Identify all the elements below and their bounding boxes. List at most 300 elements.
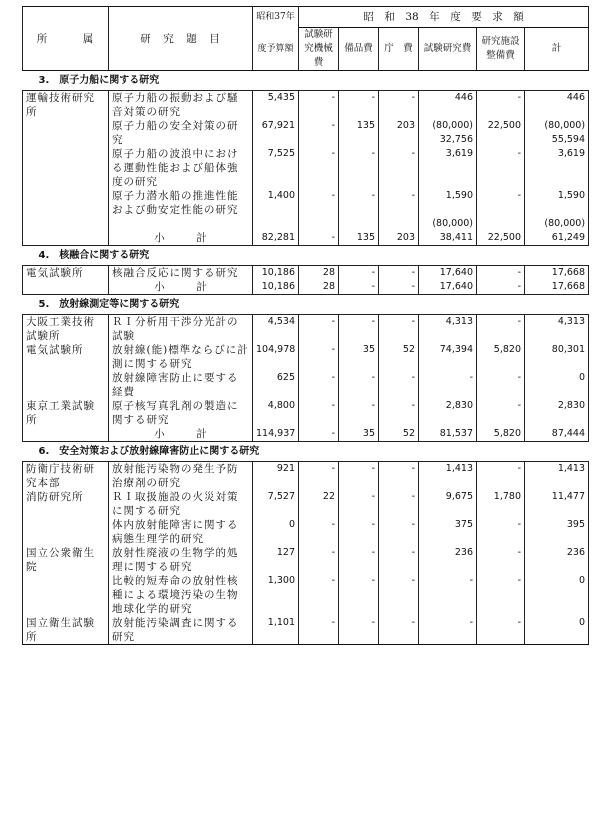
section-title: 4. 核融合に関する研究 [23, 246, 589, 266]
table-row [23, 189, 589, 217]
total-cell-value: 4,313 [557, 316, 586, 327]
subtotal-equipment-value: - [331, 232, 335, 243]
facility-maint-cell [477, 574, 525, 616]
prev-year-cell [253, 189, 299, 217]
subtotal-research-paren: (80,000) [432, 218, 473, 229]
facility-cell [379, 546, 419, 574]
facility-cell-value: - [411, 190, 415, 201]
facility-maint-cell-value: 1,780 [493, 491, 521, 502]
research-cell-value: - [469, 575, 473, 586]
facility-maint-cell-value: - [517, 267, 521, 278]
facility-maint-cell [477, 147, 525, 189]
facility-maint-cell [477, 518, 525, 546]
research-cell [419, 462, 477, 491]
table-row [23, 616, 589, 645]
research-cell [419, 119, 477, 147]
facility-cell-value: - [411, 575, 415, 586]
equipment-cell-value: - [331, 463, 335, 474]
equipment-cell-value: - [331, 372, 335, 383]
institution-cell: 消防研究所 [23, 490, 109, 518]
equipment-cell [299, 546, 339, 574]
supplies-cell [339, 343, 379, 371]
topic-cell: 放射能汚染調査に関する研究 [109, 616, 253, 645]
subtotal-research [419, 280, 477, 295]
header-row-top [23, 7, 589, 28]
equipment-cell-value: - [331, 120, 335, 131]
institution-cell [23, 371, 109, 399]
subtotal-facility [379, 427, 419, 442]
facility-cell [379, 574, 419, 616]
prev-year-cell [253, 266, 299, 281]
equipment-cell-value: - [331, 400, 335, 411]
topic-cell: 原子力船の振動および騒音対策の研究 [109, 91, 253, 120]
subtotal-total-value: 61,249 [551, 232, 586, 243]
facility-cell-value: - [411, 547, 415, 558]
equipment-cell [299, 147, 339, 189]
budget-table [22, 6, 589, 645]
equipment-cell [299, 315, 339, 344]
facility-cell-value: 52 [402, 344, 415, 355]
supplies-cell-value: - [371, 547, 375, 558]
institution-cell: 電気試験所 [23, 343, 109, 371]
subtotal-label: 小 計 [109, 217, 253, 246]
topic-cell: 体内放射能障害に関する病態生理学的研究 [109, 518, 253, 546]
research-cell-value: 2,830 [445, 400, 473, 411]
subtotal-blank [23, 280, 109, 295]
facility-cell-value: - [411, 400, 415, 411]
section-title: 3. 原子力船に関する研究 [23, 71, 589, 91]
facility-maint-cell [477, 546, 525, 574]
supplies-cell [339, 315, 379, 344]
research-cell-value: 446 [454, 92, 473, 103]
total-cell [525, 266, 589, 281]
total-cell [525, 371, 589, 399]
header-equipment-label: 試験研究機械 [304, 29, 333, 54]
equipment-cell-value: - [331, 92, 335, 103]
total-cell [525, 343, 589, 371]
facility-cell [379, 189, 419, 217]
supplies-cell [339, 518, 379, 546]
supplies-cell-value: 35 [362, 344, 375, 355]
research-cell-value: 17,640 [439, 267, 473, 278]
header-request-group: 昭 和 38 年 度 要 求 額 [299, 7, 589, 28]
total-cell [525, 546, 589, 574]
prev-year-cell-value: 104,978 [256, 344, 296, 355]
facility-cell [379, 616, 419, 645]
facility-maint-cell-value: - [517, 400, 521, 411]
topic-cell: ＲＩ取扱施設の火災対策に関する研究 [109, 490, 253, 518]
table-row [23, 343, 589, 371]
prev-year-cell [253, 119, 299, 147]
research-cell [419, 189, 477, 217]
equipment-cell-value: - [331, 316, 335, 327]
facility-maint-cell [477, 616, 525, 645]
subtotal-supplies-value: 135 [356, 232, 375, 243]
research-cell [419, 490, 477, 518]
table-row [23, 546, 589, 574]
total-cell [525, 490, 589, 518]
prev-year-cell [253, 616, 299, 645]
institution-cell: 防衛庁技術研究本部 [23, 462, 109, 491]
total-cell-value: 0 [578, 617, 586, 628]
supplies-cell-value: 135 [356, 120, 375, 131]
equipment-cell-value: - [331, 519, 335, 530]
topic-cell: 原子核写真乳剤の製造に関する研究 [109, 399, 253, 427]
research-cell-value: - [469, 372, 473, 383]
equipment-cell-value: - [331, 344, 335, 355]
total-cell-value: 236 [566, 547, 586, 558]
header-supplies: 備品費 [339, 28, 379, 71]
total-cell-value: 2,830 [557, 400, 586, 411]
equipment-cell [299, 399, 339, 427]
facility-cell-value: - [411, 617, 415, 628]
research-cell [419, 91, 477, 120]
research-cell [419, 518, 477, 546]
prev-year-cell-value: 1,300 [267, 575, 295, 586]
research-cell [419, 371, 477, 399]
total-cell-value: 0 [578, 575, 586, 586]
subtotal-total-paren: (80,000) [544, 218, 586, 229]
equipment-cell-value: - [331, 575, 335, 586]
topic-cell: 核融合反応に関する研究 [109, 266, 253, 281]
facility-maint-cell [477, 462, 525, 491]
total-cell-value: 446 [566, 92, 586, 103]
institution-cell: 電気試験所 [23, 266, 109, 281]
header-facility: 庁 費 [379, 28, 419, 71]
subtotal-facility-maint [477, 217, 525, 246]
subtotal-total [525, 280, 589, 295]
subtotal-blank [23, 427, 109, 442]
header-institution: 所 属 [23, 7, 109, 71]
equipment-cell-value: 22 [322, 491, 335, 502]
research-cell [419, 266, 477, 281]
facility-maint-cell [477, 490, 525, 518]
facility-maint-cell [477, 371, 525, 399]
institution-cell: 大阪工業技術試験所 [23, 315, 109, 344]
supplies-cell [339, 462, 379, 491]
facility-cell [379, 371, 419, 399]
subtotal-prev-year [253, 217, 299, 246]
subtotal-facility-maint-value: 22,500 [487, 232, 521, 243]
equipment-cell [299, 574, 339, 616]
facility-maint-cell-value: - [517, 617, 521, 628]
research-cell-value: - [469, 617, 473, 628]
equipment-cell [299, 490, 339, 518]
facility-maint-cell-value: - [517, 547, 521, 558]
supplies-cell [339, 119, 379, 147]
research-cell [419, 574, 477, 616]
subtotal-research-value: 38,411 [439, 232, 473, 243]
prev-year-cell-value: 625 [276, 372, 295, 383]
section-title: 5. 放射線測定等に関する研究 [23, 295, 589, 315]
supplies-cell-value: - [371, 316, 375, 327]
topic-cell: ＲＩ分析用干渉分光計の試験 [109, 315, 253, 344]
research-cell-value: 236 [454, 547, 473, 558]
total-cell-paren: (80,000) [544, 120, 586, 131]
total-cell-value: 17,668 [551, 267, 586, 278]
institution-cell: 国立衛生試験所 [23, 616, 109, 645]
supplies-cell-value: - [371, 148, 375, 159]
section-header [23, 246, 589, 266]
supplies-cell-value: - [371, 617, 375, 628]
section-header [23, 295, 589, 315]
supplies-cell [339, 399, 379, 427]
facility-cell [379, 490, 419, 518]
subtotal-facility [379, 280, 419, 295]
prev-year-cell [253, 574, 299, 616]
header-prev-year: 昭和37年 [253, 7, 299, 28]
subtotal-row [23, 427, 589, 442]
supplies-cell-value: - [371, 92, 375, 103]
subtotal-prev-year [253, 280, 299, 295]
topic-cell: 原子力船の波浪中における運動性能および船体強度の研究 [109, 147, 253, 189]
header-total: 計 [525, 28, 589, 71]
prev-year-cell-value: 5,435 [267, 92, 295, 103]
subtotal-facility-value: 203 [396, 232, 415, 243]
facility-cell [379, 462, 419, 491]
total-cell-value: 0 [578, 372, 586, 383]
institution-cell: 国立公衆衛生院 [23, 546, 109, 574]
subtotal-blank [23, 217, 109, 246]
subtotal-equipment [299, 427, 339, 442]
institution-cell: 東京工業試験所 [23, 399, 109, 427]
prev-year-cell-value: 921 [276, 463, 295, 474]
facility-cell-value: - [411, 316, 415, 327]
subtotal-prev-year-value: 10,186 [261, 281, 295, 292]
facility-maint-cell-value: - [517, 190, 521, 201]
total-cell-value: 1,413 [557, 463, 586, 474]
prev-year-cell-value: 67,921 [261, 120, 295, 131]
prev-year-cell-value: 10,186 [261, 267, 295, 278]
equipment-cell-value: - [331, 190, 335, 201]
header-prev-year-sub: 度予算額 [253, 28, 299, 71]
prev-year-cell [253, 147, 299, 189]
supplies-cell [339, 371, 379, 399]
equipment-cell [299, 119, 339, 147]
topic-cell: 放射線障害防止に要する経費 [109, 371, 253, 399]
subtotal-label: 小 計 [109, 280, 253, 295]
facility-cell-value: - [411, 372, 415, 383]
table-row [23, 462, 589, 491]
topic-cell: 原子力潜水船の推進性能および動安定性能の研究 [109, 189, 253, 217]
research-cell-value: 9,675 [445, 491, 473, 502]
total-cell [525, 147, 589, 189]
equipment-cell [299, 91, 339, 120]
subtotal-total-value: 17,668 [551, 281, 586, 292]
subtotal-facility [379, 217, 419, 246]
section-title: 6. 安全対策および放射線障害防止に関する研究 [23, 442, 589, 462]
subtotal-prev-year [253, 427, 299, 442]
subtotal-equipment [299, 280, 339, 295]
header-equipment [299, 28, 339, 71]
facility-cell-value: - [411, 491, 415, 502]
subtotal-supplies [339, 427, 379, 442]
facility-maint-cell [477, 343, 525, 371]
equipment-cell [299, 343, 339, 371]
research-cell [419, 399, 477, 427]
facility-maint-cell [477, 266, 525, 281]
research-cell-value: 375 [454, 519, 473, 530]
subtotal-total [525, 427, 589, 442]
research-cell-value: 32,756 [439, 134, 473, 145]
subtotal-facility-value: 52 [402, 428, 415, 439]
supplies-cell-value: - [371, 372, 375, 383]
total-cell [525, 91, 589, 120]
subtotal-supplies-value: - [371, 281, 375, 292]
research-cell [419, 315, 477, 344]
total-cell [525, 462, 589, 491]
supplies-cell-value: - [371, 575, 375, 586]
table-row [23, 399, 589, 427]
facility-cell [379, 147, 419, 189]
topic-cell: 放射性廃液の生物学的処理に関する研究 [109, 546, 253, 574]
table-row [23, 91, 589, 120]
total-cell-value: 80,301 [551, 344, 586, 355]
subtotal-research [419, 217, 477, 246]
prev-year-cell [253, 490, 299, 518]
subtotal-supplies [339, 217, 379, 246]
facility-cell-value: 203 [396, 120, 415, 131]
equipment-cell [299, 266, 339, 281]
subtotal-row [23, 217, 589, 246]
supplies-cell-value: - [371, 491, 375, 502]
subtotal-prev-year-value: 114,937 [256, 428, 296, 439]
facility-cell [379, 518, 419, 546]
facility-maint-cell-value: - [517, 316, 521, 327]
supplies-cell-value: - [371, 519, 375, 530]
prev-year-cell-value: 4,534 [267, 316, 295, 327]
section-header [23, 442, 589, 462]
prev-year-cell [253, 462, 299, 491]
subtotal-equipment-value: - [331, 428, 335, 439]
equipment-cell [299, 462, 339, 491]
table-row [23, 518, 589, 546]
facility-cell-value: - [411, 463, 415, 474]
header-facility-maint: 研究施設整備費 [477, 28, 525, 71]
total-cell [525, 574, 589, 616]
facility-maint-cell-value: - [517, 372, 521, 383]
supplies-cell [339, 490, 379, 518]
prev-year-cell-value: 127 [276, 547, 295, 558]
topic-cell: 比較的短寿命の放射性核種による環境汚染の生物地球化学的研究 [109, 574, 253, 616]
total-cell [525, 315, 589, 344]
table-row [23, 490, 589, 518]
subtotal-supplies-value: 35 [362, 428, 375, 439]
prev-year-cell-value: 7,527 [267, 491, 295, 502]
total-cell [525, 119, 589, 147]
prev-year-cell [253, 518, 299, 546]
table-row [23, 315, 589, 344]
subtotal-total [525, 217, 589, 246]
institution-cell [23, 147, 109, 189]
facility-maint-cell-value: 22,500 [487, 120, 521, 131]
equipment-cell [299, 616, 339, 645]
subtotal-label: 小 計 [109, 427, 253, 442]
header-equipment-sub: 費 [313, 57, 324, 68]
supplies-cell [339, 574, 379, 616]
table-row [23, 371, 589, 399]
table-row [23, 147, 589, 189]
equipment-cell-value: - [331, 617, 335, 628]
research-cell [419, 343, 477, 371]
facility-maint-cell-value: - [517, 575, 521, 586]
subtotal-research-value: 17,640 [439, 281, 473, 292]
facility-cell [379, 399, 419, 427]
total-cell-value: 395 [566, 519, 586, 530]
research-cell [419, 546, 477, 574]
supplies-cell [339, 147, 379, 189]
facility-maint-cell-value: 5,820 [493, 344, 521, 355]
topic-cell: 放射線(能)標準ならびに計測に関する研究 [109, 343, 253, 371]
total-cell-value: 3,619 [557, 148, 586, 159]
facility-cell [379, 315, 419, 344]
institution-cell [23, 189, 109, 217]
research-cell-value: 1,413 [445, 463, 473, 474]
prev-year-cell [253, 399, 299, 427]
facility-maint-cell [477, 119, 525, 147]
supplies-cell [339, 91, 379, 120]
equipment-cell-value: 28 [322, 267, 335, 278]
subtotal-facility-maint [477, 280, 525, 295]
supplies-cell [339, 189, 379, 217]
equipment-cell-value: - [331, 148, 335, 159]
facility-maint-cell-value: - [517, 519, 521, 530]
subtotal-facility-maint-value: 5,820 [493, 428, 521, 439]
prev-year-cell-value: 1,101 [267, 617, 295, 628]
facility-cell [379, 91, 419, 120]
research-cell-paren: (80,000) [432, 120, 473, 131]
research-cell-value: 1,590 [445, 190, 473, 201]
header-research: 試験研究費 [419, 28, 477, 71]
total-cell [525, 399, 589, 427]
table-row [23, 119, 589, 147]
subtotal-research-value: 81,537 [439, 428, 473, 439]
total-cell [525, 518, 589, 546]
supplies-cell-value: - [371, 267, 375, 278]
topic-cell: 放射能汚染物の発生予防治療剤の研究 [109, 462, 253, 491]
facility-maint-cell [477, 189, 525, 217]
facility-cell-value: - [411, 267, 415, 278]
subtotal-facility-maint-value: - [517, 281, 521, 292]
total-cell-value: 55,594 [551, 134, 586, 145]
subtotal-prev-year-value: 82,281 [261, 232, 295, 243]
institution-cell [23, 518, 109, 546]
table-body [23, 71, 589, 645]
supplies-cell-value: - [371, 190, 375, 201]
prev-year-cell [253, 343, 299, 371]
supplies-cell-value: - [371, 400, 375, 411]
equipment-cell-value: - [331, 547, 335, 558]
prev-year-cell-value: 4,800 [267, 400, 295, 411]
prev-year-cell-value: 1,400 [267, 190, 295, 201]
facility-maint-cell [477, 91, 525, 120]
facility-cell [379, 266, 419, 281]
research-cell-value: 74,394 [439, 344, 473, 355]
facility-cell [379, 343, 419, 371]
subtotal-equipment-value: 28 [322, 281, 335, 292]
facility-maint-cell-value: - [517, 92, 521, 103]
table-row [23, 266, 589, 281]
subtotal-row [23, 280, 589, 295]
subtotal-equipment [299, 217, 339, 246]
research-cell-value: 3,619 [445, 148, 473, 159]
equipment-cell [299, 189, 339, 217]
total-cell-value: 1,590 [557, 190, 586, 201]
prev-year-cell [253, 371, 299, 399]
supplies-cell-value: - [371, 463, 375, 474]
research-cell [419, 147, 477, 189]
prev-year-cell [253, 315, 299, 344]
